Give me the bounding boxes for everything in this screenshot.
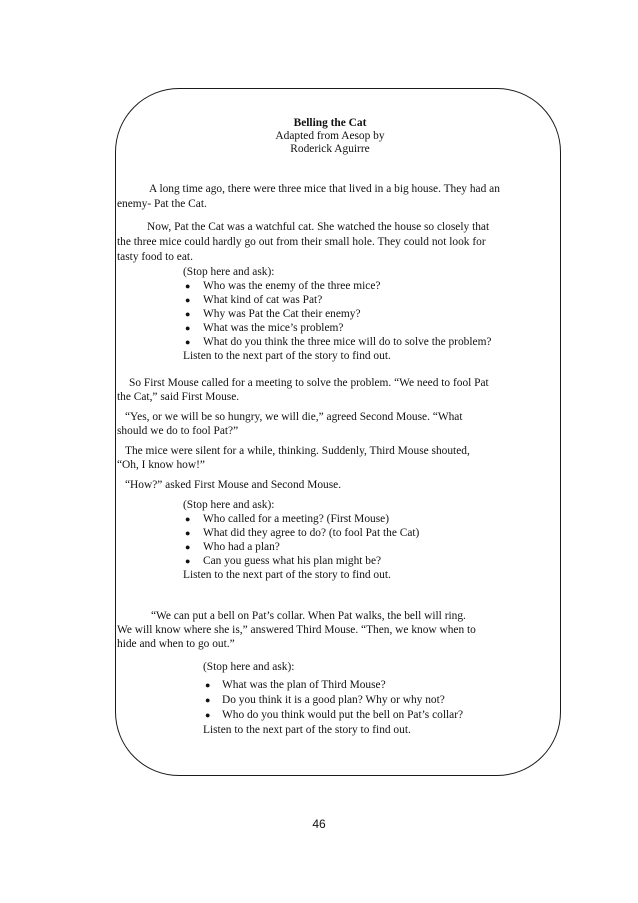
stop-footer: Listen to the next part of the story to find out. — [183, 350, 391, 362]
question-item: What did they agree to do? (to fool Pat the Cat) — [203, 527, 420, 539]
question-item: What kind of cat was Pat? — [203, 294, 323, 306]
paragraph-line: We will know where she is,” answered Third Mouse. “Then, we know when to — [117, 624, 476, 636]
paragraph-line: “Yes, or we will be so hungry, we will die,” agreed Second Mouse. “What — [125, 411, 463, 423]
bullet-icon: ● — [185, 281, 191, 291]
bullet-icon: ● — [205, 710, 211, 720]
paragraph-line: should we do to fool Pat?” — [117, 425, 239, 437]
stop-footer: Listen to the next part of the story to find out. — [183, 569, 391, 581]
paragraph-line: tasty food to eat. — [117, 251, 193, 263]
story-title: Belling the Cat — [293, 117, 367, 129]
bullet-icon: ● — [185, 323, 191, 333]
stop-header: (Stop here and ask): — [183, 266, 275, 278]
bullet-icon: ● — [185, 309, 191, 319]
story-author: Roderick Aguirre — [290, 143, 370, 155]
question-item: What do you think the three mice will do to solve the problem? — [203, 336, 492, 348]
question-item: Who do you think would put the bell on Pat’s collar? — [222, 709, 464, 721]
bullet-icon: ● — [205, 695, 211, 705]
bullet-icon: ● — [185, 528, 191, 538]
paragraph-line: The mice were silent for a while, thinking. Suddenly, Third Mouse shouted, — [125, 445, 470, 457]
page-number: 46 — [312, 817, 326, 831]
paragraph-line: Now, Pat the Cat was a watchful cat. She watched the house so closely that — [147, 221, 490, 233]
stop-footer: Listen to the next part of the story to find out. — [203, 724, 411, 736]
question-item: What was the plan of Third Mouse? — [222, 679, 386, 691]
paragraph-line: “Oh, I know how!” — [117, 459, 205, 471]
bullet-icon: ● — [185, 556, 191, 566]
paragraph-line: So First Mouse called for a meeting to solve the problem. “We need to fool Pat — [129, 377, 489, 389]
paragraph-line: “How?” asked First Mouse and Second Mouse. — [125, 479, 342, 491]
paragraph-line: the three mice could hardly go out from their small hole. They could not look for — [117, 236, 486, 248]
question-item: What was the mice’s problem? — [203, 322, 344, 334]
question-item: Do you think it is a good plan? Why or why not? — [222, 694, 445, 706]
story-adapted-line: Adapted from Aesop by — [275, 130, 385, 142]
bullet-icon: ● — [185, 337, 191, 347]
paragraph-line: enemy- Pat the Cat. — [117, 198, 207, 210]
stop-header: (Stop here and ask): — [183, 499, 275, 511]
question-item: Who had a plan? — [203, 541, 280, 553]
bullet-icon: ● — [205, 680, 211, 690]
bullet-icon: ● — [185, 295, 191, 305]
question-item: Why was Pat the Cat their enemy? — [203, 308, 361, 320]
paragraph-line: the Cat,” said First Mouse. — [117, 391, 240, 403]
bullet-icon: ● — [185, 514, 191, 524]
bullet-icon: ● — [185, 542, 191, 552]
question-item: Who called for a meeting? (First Mouse) — [203, 513, 389, 525]
stop-header: (Stop here and ask): — [203, 661, 295, 673]
paragraph-line: A long time ago, there were three mice that lived in a big house. They had an — [149, 183, 500, 195]
paragraph-line: “We can put a bell on Pat’s collar. When Pat walks, the bell will ring. — [151, 610, 466, 622]
question-item: Who was the enemy of the three mice? — [203, 280, 381, 292]
question-item: Can you guess what his plan might be? — [203, 555, 382, 567]
paragraph-line: hide and when to go out.” — [117, 638, 235, 650]
